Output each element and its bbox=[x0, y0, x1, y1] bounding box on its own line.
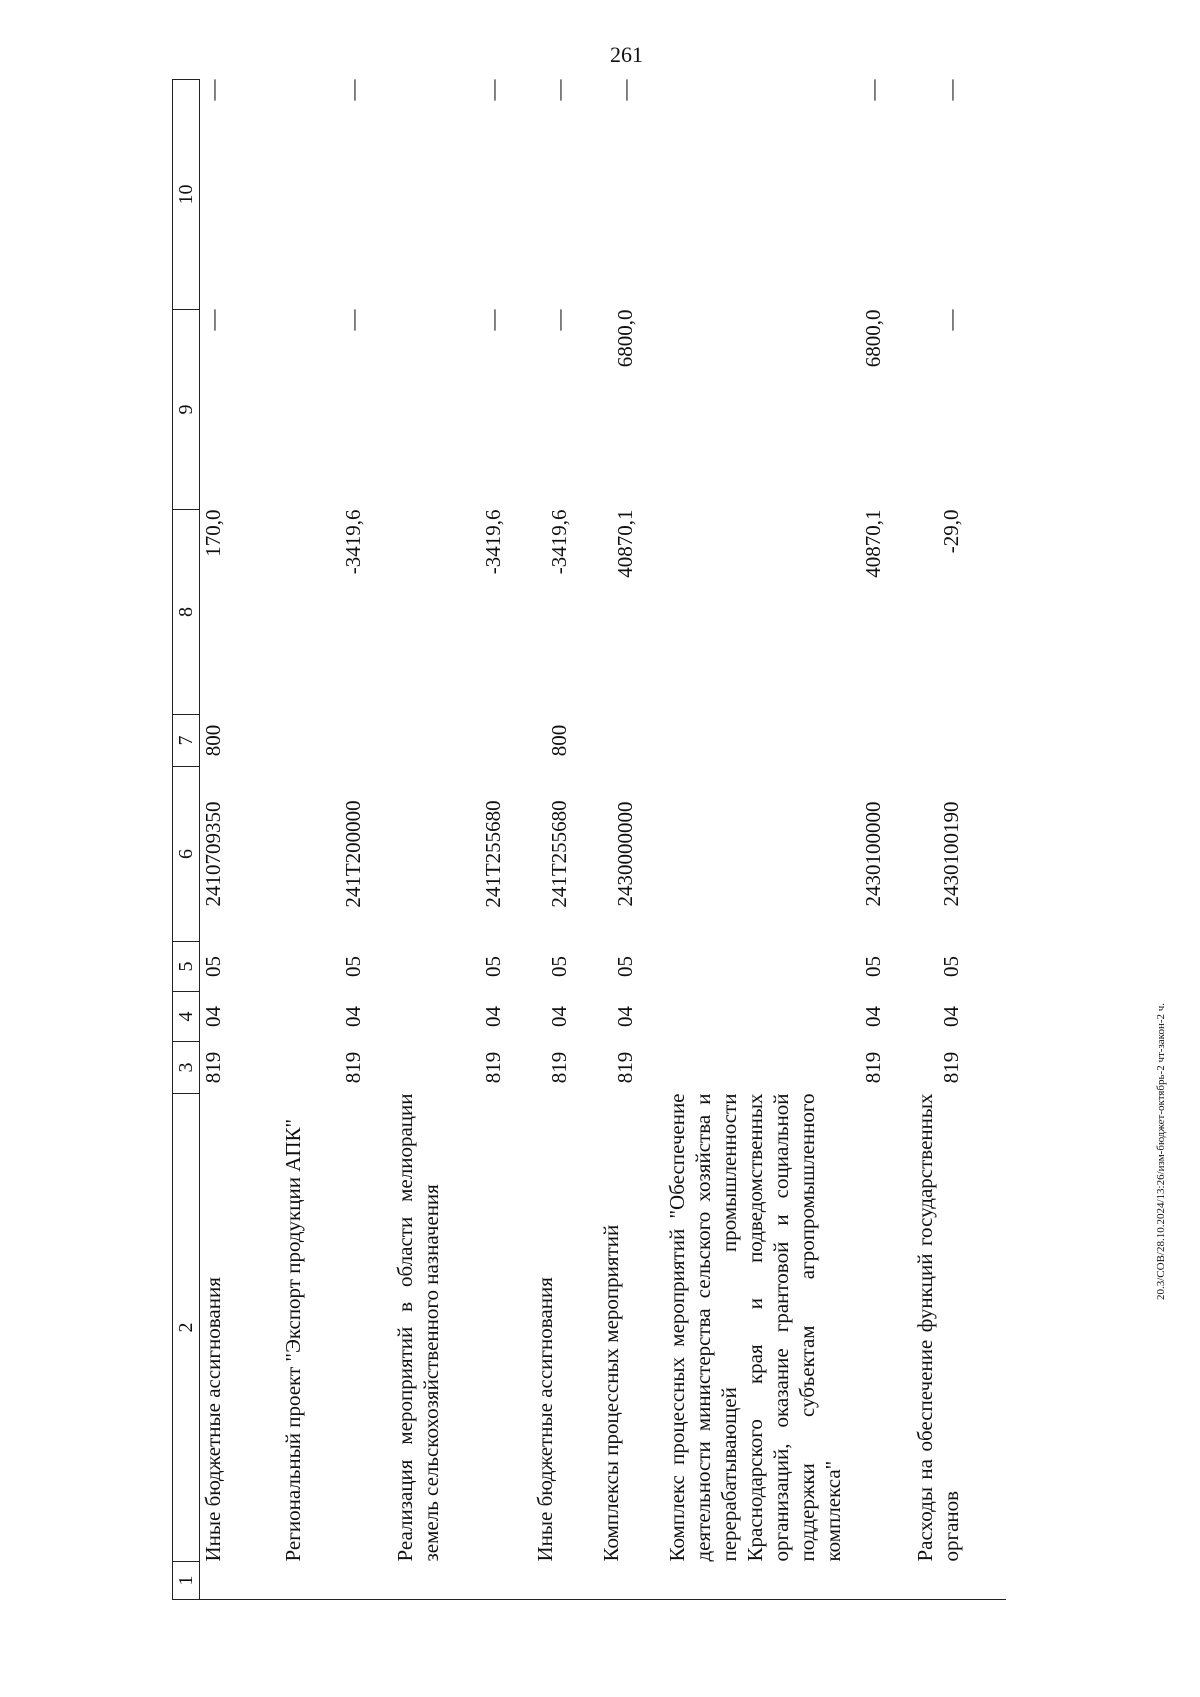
row-col5: 05 bbox=[480, 956, 505, 977]
footer-code-text: 20.3/СОВ/28.10.2024/13:26/изм-бюджет-октябрь-2 чт-закон-2 ч. bbox=[1155, 1002, 1167, 1300]
row-name: Иные бюджетные ассигнования bbox=[532, 1277, 557, 1562]
row-name: Региональный проект "Экспорт продукции АПК" bbox=[280, 1118, 305, 1562]
table-row bbox=[366, 80, 506, 1600]
table-row bbox=[886, 80, 1006, 1600]
row-col6: 2410709350 bbox=[201, 801, 225, 907]
row-col6: 2430100000 bbox=[860, 801, 885, 907]
header-col-7: 7 bbox=[173, 715, 200, 767]
header-col-5: 5 bbox=[173, 942, 200, 992]
row-col5: 05 bbox=[938, 956, 963, 977]
header-col-3: 3 bbox=[173, 1042, 200, 1094]
row-col4: 04 bbox=[860, 1006, 885, 1027]
row-col7 bbox=[254, 715, 366, 767]
page-number: 261 bbox=[610, 42, 643, 67]
row-col4: 04 bbox=[480, 1006, 505, 1027]
row-col6: 241Т255680 bbox=[480, 800, 505, 908]
row-col7 bbox=[366, 715, 506, 767]
table-row bbox=[200, 80, 254, 1600]
row-name: Реализация мероприятий в области мелиорации земель сельскохозяйственного назначения bbox=[392, 1093, 443, 1562]
row-name: Комплексы процессных мероприятий bbox=[598, 1224, 623, 1562]
header-col-8: 8 bbox=[173, 510, 200, 715]
row-col9: — bbox=[938, 309, 963, 331]
row-col3: 819 bbox=[860, 1051, 885, 1084]
row-name: Иные бюджетные ассигнования bbox=[201, 1277, 225, 1562]
row-col8: -3419,6 bbox=[340, 509, 365, 575]
row-col8: -3419,6 bbox=[546, 509, 571, 575]
row-col4: 04 bbox=[201, 1006, 225, 1027]
row-number-cell bbox=[638, 1562, 886, 1600]
header-col-6: 6 bbox=[173, 767, 200, 942]
row-col4: 04 bbox=[546, 1006, 571, 1027]
row-col3: 819 bbox=[480, 1051, 505, 1084]
row-col10: — bbox=[201, 79, 225, 101]
row-col9: — bbox=[480, 309, 505, 331]
row-col8: -29,0 bbox=[938, 509, 963, 554]
row-col9: — bbox=[340, 309, 365, 331]
table-row bbox=[506, 80, 572, 1600]
row-col7: 800 bbox=[201, 724, 225, 757]
row-col8: -3419,6 bbox=[480, 509, 505, 575]
row-number-cell bbox=[506, 1562, 572, 1600]
row-col10: — bbox=[340, 79, 365, 101]
row-number-cell bbox=[254, 1562, 366, 1600]
row-col9: — bbox=[546, 309, 571, 331]
row-name: Комплекс процессных мероприятий "Обеспечение деятельности министерства сельского хозяйства и перерабатывающей промышленности Краснодарского края и подведомственных организаций, оказание грантовой и социальной поддержки субъектам агропромышленного комплекса" bbox=[664, 1093, 845, 1562]
header-col-4: 4 bbox=[173, 992, 200, 1042]
row-col10: — bbox=[480, 79, 505, 101]
row-col7 bbox=[638, 715, 886, 767]
row-col10: — bbox=[860, 79, 885, 101]
header-col-9: 9 bbox=[173, 310, 200, 510]
row-col3: 819 bbox=[938, 1051, 963, 1084]
row-number-cell bbox=[200, 1562, 254, 1600]
row-col3: 819 bbox=[612, 1051, 637, 1084]
budget-table-rotated bbox=[172, 80, 1072, 1600]
row-col5: 05 bbox=[612, 956, 637, 977]
row-number-cell bbox=[572, 1562, 638, 1600]
row-col5: 05 bbox=[340, 956, 365, 977]
row-col6: 2430000000 bbox=[612, 801, 637, 907]
row-col7 bbox=[886, 715, 1006, 767]
row-col7 bbox=[572, 715, 638, 767]
row-col9: 6800,0 bbox=[612, 309, 637, 368]
table-header-row bbox=[173, 80, 200, 1600]
row-name: Расходы на обеспечение функций государственных органов bbox=[912, 1093, 963, 1562]
header-col-10: 10 bbox=[173, 80, 200, 310]
row-col10: — bbox=[938, 79, 963, 101]
row-col4: 04 bbox=[612, 1006, 637, 1027]
header-col-1: 1 bbox=[173, 1562, 200, 1600]
row-col8: 40870,1 bbox=[860, 509, 885, 578]
row-col3: 819 bbox=[546, 1051, 571, 1084]
table-row bbox=[572, 80, 638, 1600]
header-col-2: 2 bbox=[173, 1094, 200, 1562]
row-col9: 6800,0 bbox=[860, 309, 885, 368]
row-col5: 05 bbox=[860, 956, 885, 977]
row-col6: 2430100190 bbox=[938, 801, 963, 907]
budget-table bbox=[172, 79, 1006, 1600]
row-col10: — bbox=[612, 79, 637, 101]
row-col6: 241Т255680 bbox=[546, 800, 571, 908]
row-col4: 04 bbox=[938, 1006, 963, 1027]
row-number-cell bbox=[886, 1562, 1006, 1600]
row-number-cell bbox=[366, 1562, 506, 1600]
row-col8: 40870,1 bbox=[612, 509, 637, 578]
row-col10: — bbox=[546, 79, 571, 101]
row-col5: 05 bbox=[546, 956, 571, 977]
row-col9: — bbox=[201, 309, 225, 331]
row-col3: 819 bbox=[340, 1051, 365, 1084]
row-col4: 04 bbox=[340, 1006, 365, 1027]
row-col5: 05 bbox=[201, 956, 225, 977]
table-row bbox=[638, 80, 886, 1600]
row-col3: 819 bbox=[201, 1051, 225, 1084]
table-row bbox=[254, 80, 366, 1600]
row-col8: 170,0 bbox=[201, 509, 225, 557]
row-col7: 800 bbox=[546, 724, 571, 757]
row-col6: 241Т200000 bbox=[340, 800, 365, 908]
